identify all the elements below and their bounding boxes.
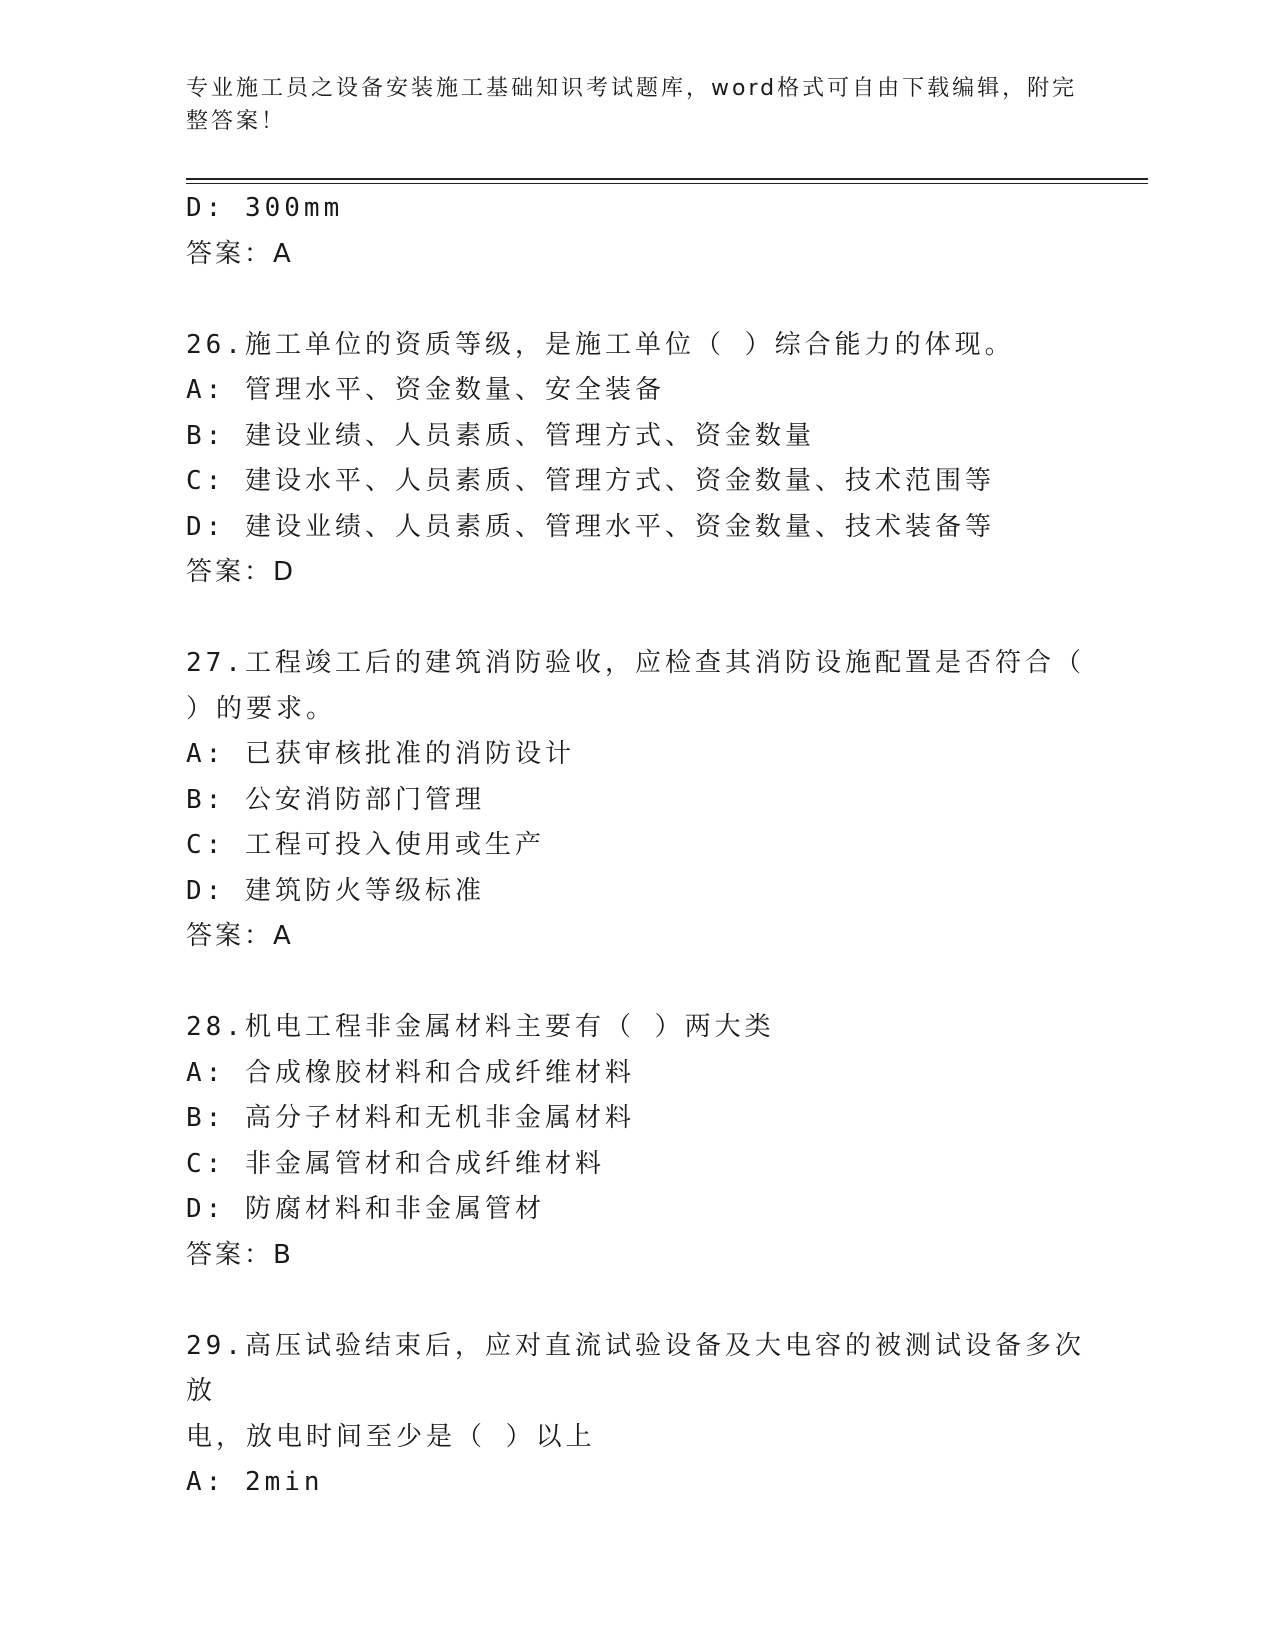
option-b: B: 建设业绩、人员素质、管理方式、资金数量 — [186, 420, 815, 451]
answer-line: 答案：B — [186, 1239, 294, 1270]
spacer — [186, 277, 1106, 323]
option-b: B: 高分子材料和无机非金属材料 — [186, 1103, 635, 1133]
option-d: D: 300mm — [186, 193, 344, 223]
question-block-26 — [186, 323, 1106, 596]
option-d: D: 建设业绩、人员素质、管理水平、资金数量、技术装备等 — [186, 511, 995, 542]
option-a: A: 已获审核批准的消防设计 — [186, 739, 575, 769]
question-stem-line-1: 29.高压试验结束后，应对直流试验设备及大电容的被测试设备多次放 — [186, 1330, 1085, 1406]
header-divider-thin — [186, 183, 1148, 184]
option-d: D: 建筑防火等级标准 — [186, 875, 485, 906]
answer-line: 答案：A — [186, 921, 294, 951]
option-a: A: 合成橡胶材料和合成纤维材料 — [186, 1057, 635, 1088]
page-header — [186, 72, 1086, 138]
option-c: C: 建设水平、人员素质、管理方式、资金数量、技术范围等 — [186, 466, 995, 496]
header-divider — [186, 178, 1148, 180]
question-stem: 26.施工单位的资质等级，是施工单位（ ）综合能力的体现。 — [186, 329, 1015, 360]
option-c: C: 非金属管材和合成纤维材料 — [186, 1148, 605, 1179]
question-block-27 — [186, 641, 1106, 960]
spacer — [186, 1278, 1106, 1324]
question-list — [186, 186, 1106, 1506]
question-block-28 — [186, 1005, 1106, 1278]
question-stem-line-2: 电，放电时间至少是（ ）以上 — [186, 1421, 596, 1452]
question-block-previous — [186, 186, 1106, 277]
question-block-29 — [186, 1324, 1106, 1506]
answer-line: 答案：D — [186, 557, 297, 587]
question-stem-line-2: ）的要求。 — [186, 693, 337, 724]
header-line-2: 整答案！ — [186, 109, 287, 134]
option-a: A: 管理水平、资金数量、安全装备 — [186, 375, 665, 405]
question-stem-line-1: 27.工程竣工后的建筑消防验收，应检查其消防设施配置是否符合（ — [186, 648, 1085, 678]
option-d: D: 防腐材料和非金属管材 — [186, 1194, 545, 1224]
option-c: C: 工程可投入使用或生产 — [186, 830, 545, 860]
answer-line: 答案：A — [186, 238, 294, 269]
header-line-1: 专业施工员之设备安装施工基础知识考试题库，word格式可自由下载编辑，附完 — [186, 76, 1078, 101]
spacer — [186, 960, 1106, 1006]
question-stem: 28.机电工程非金属材料主要有（ ）两大类 — [186, 1012, 775, 1042]
spacer — [186, 596, 1106, 642]
option-a: A: 2min — [186, 1467, 324, 1497]
option-b: B: 公安消防部门管理 — [186, 784, 485, 815]
